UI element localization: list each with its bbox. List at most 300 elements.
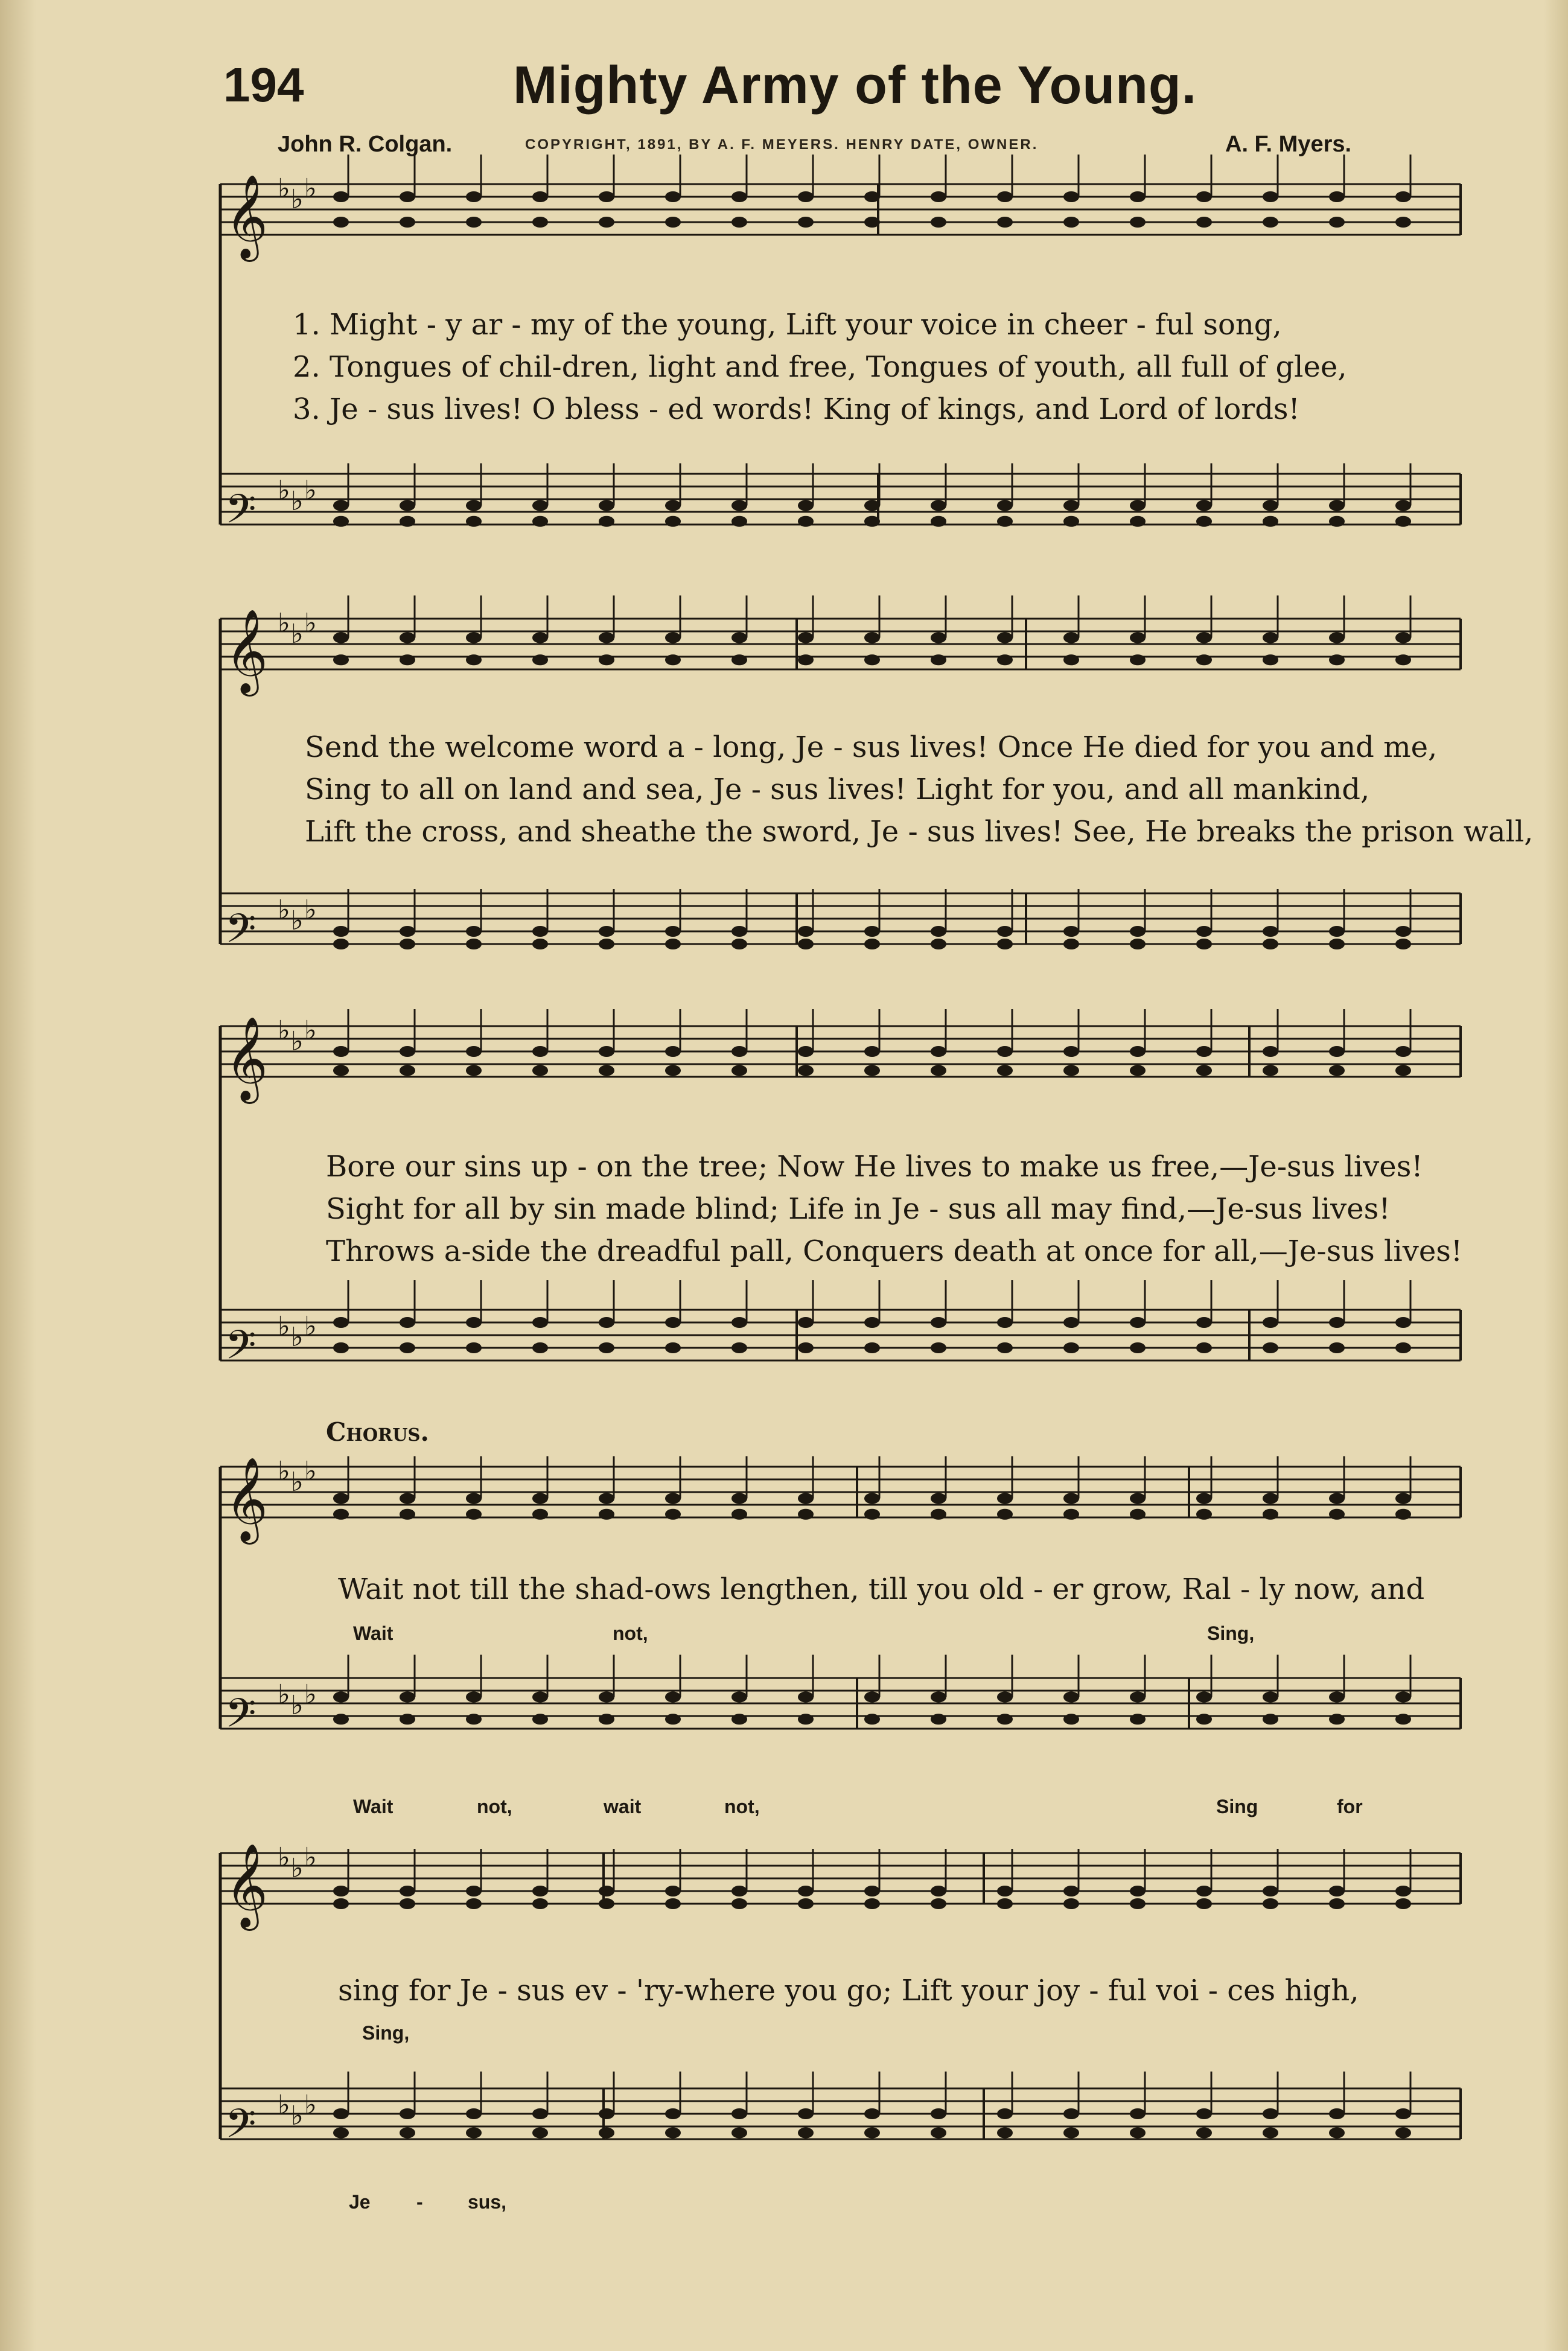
note-head — [532, 191, 548, 202]
note-head — [333, 654, 349, 665]
note-head — [798, 500, 814, 511]
note-head — [931, 1898, 946, 1909]
note-head — [1063, 1065, 1079, 1076]
note-head — [997, 191, 1013, 202]
note-head — [798, 939, 814, 949]
flat-icon: ♭ — [291, 1467, 304, 1498]
note-head — [798, 1886, 814, 1896]
note-head — [731, 1714, 747, 1724]
note-head — [400, 1317, 415, 1328]
flat-icon: ♭ — [278, 1456, 290, 1487]
chorus-bass-bottom-label-6: for — [1337, 1796, 1363, 1817]
note-head — [1395, 2128, 1411, 2139]
note-head — [466, 1317, 482, 1328]
note-head — [466, 500, 482, 511]
note-head — [1130, 1065, 1146, 1076]
bass-clef-icon: 𝄢 — [225, 486, 257, 542]
note-head — [1196, 1493, 1212, 1504]
note-head — [665, 939, 681, 949]
note-head — [532, 1046, 548, 1057]
treble-clef-icon: 𝄞 — [225, 609, 268, 693]
note-head — [532, 1509, 548, 1520]
flat-icon: ♭ — [304, 1842, 317, 1873]
note-head — [333, 217, 349, 228]
note-head — [400, 926, 415, 937]
note-head — [864, 1342, 880, 1353]
chorus-bass2-bottom-label-1: Je — [349, 2191, 371, 2213]
note-head — [997, 1493, 1013, 1504]
note-head — [466, 217, 482, 228]
flat-icon: ♭ — [291, 1690, 304, 1721]
note-head — [1196, 2108, 1212, 2119]
note-head — [599, 926, 614, 937]
flat-icon: ♭ — [304, 475, 317, 506]
note-head — [931, 1317, 946, 1328]
note-head — [798, 1692, 814, 1703]
flat-icon: ♭ — [304, 1015, 317, 1046]
note-head — [1196, 1046, 1212, 1057]
note-head — [1329, 1898, 1345, 1909]
note-head — [665, 1898, 681, 1909]
flat-icon: ♭ — [304, 608, 317, 639]
flat-icon: ♭ — [291, 184, 304, 215]
staff-7 — [220, 1456, 1461, 1545]
note-head — [798, 1898, 814, 1909]
note-head — [1196, 1509, 1212, 1520]
note-head — [1196, 654, 1212, 665]
note-head — [400, 1065, 415, 1076]
flat-icon: ♭ — [278, 173, 290, 204]
note-head — [532, 939, 548, 949]
note-head — [1263, 1692, 1278, 1703]
note-head — [1130, 2128, 1146, 2139]
note-head — [864, 500, 880, 511]
note-head — [864, 516, 880, 527]
note-head — [599, 1493, 614, 1504]
note-head — [333, 633, 349, 643]
note-head — [731, 939, 747, 949]
flat-icon: ♭ — [291, 1853, 304, 1884]
note-head — [931, 1493, 946, 1504]
note-head — [665, 1065, 681, 1076]
chorus-heading: Chorus. — [326, 1417, 430, 1447]
flat-icon: ♭ — [304, 1456, 317, 1487]
note-head — [798, 1509, 814, 1520]
note-head — [864, 1046, 880, 1057]
note-head — [599, 1317, 614, 1328]
note-head — [466, 633, 482, 643]
note-head — [997, 500, 1013, 511]
note-head — [400, 500, 415, 511]
note-head — [1329, 1714, 1345, 1724]
note-head — [1329, 1886, 1345, 1896]
note-head — [1263, 1317, 1278, 1328]
note-head — [1263, 516, 1278, 527]
note-head — [665, 191, 681, 202]
note-head — [1063, 939, 1079, 949]
note-head — [1263, 926, 1278, 937]
note-head — [1263, 1714, 1278, 1724]
note-head — [400, 1714, 415, 1724]
note-head — [931, 2108, 946, 2119]
note-head — [1395, 926, 1411, 937]
note-head — [400, 2108, 415, 2119]
note-head — [731, 2108, 747, 2119]
note-head — [1196, 516, 1212, 527]
chorus-bass-label-not: not, — [613, 1622, 648, 1644]
note-head — [1130, 1342, 1146, 1353]
flat-icon: ♭ — [304, 2090, 317, 2120]
note-head — [1196, 2128, 1212, 2139]
note-head — [864, 191, 880, 202]
note-head — [333, 1898, 349, 1909]
note-head — [400, 1898, 415, 1909]
note-head — [466, 1898, 482, 1909]
note-head — [931, 1065, 946, 1076]
note-head — [466, 939, 482, 949]
note-head — [798, 2128, 814, 2139]
note-head — [931, 654, 946, 665]
flat-icon: ♭ — [278, 1679, 290, 1710]
note-head — [864, 633, 880, 643]
note-head — [532, 633, 548, 643]
note-head — [1063, 516, 1079, 527]
note-head — [1263, 1493, 1278, 1504]
note-head — [532, 1493, 548, 1504]
note-head — [599, 1065, 614, 1076]
note-head — [532, 1342, 548, 1353]
note-head — [333, 191, 349, 202]
note-head — [1263, 654, 1278, 665]
treble-clef-icon: 𝄞 — [225, 1016, 268, 1100]
note-head — [997, 2108, 1013, 2119]
note-head — [798, 2108, 814, 2119]
note-head — [731, 1342, 747, 1353]
note-head — [731, 1509, 747, 1520]
note-head — [798, 516, 814, 527]
note-head — [466, 2108, 482, 2119]
note-head — [599, 500, 614, 511]
note-head — [931, 926, 946, 937]
note-head — [1196, 1692, 1212, 1703]
staff-3 — [220, 596, 1461, 697]
note-head — [931, 939, 946, 949]
chorus-bass2-bottom-label-3: sus, — [468, 2191, 507, 2213]
note-head — [400, 1886, 415, 1896]
note-head — [931, 633, 946, 643]
note-head — [1395, 1714, 1411, 1724]
note-head — [599, 1342, 614, 1353]
note-head — [931, 1342, 946, 1353]
flat-icon: ♭ — [278, 608, 290, 639]
note-head — [532, 217, 548, 228]
verse-line-3-3: Throws a-side the dreadful pall, Conquers death at once for all,—Je-sus lives! — [326, 1234, 1463, 1268]
note-head — [731, 516, 747, 527]
note-head — [333, 500, 349, 511]
note-head — [665, 2128, 681, 2139]
note-head — [1329, 191, 1345, 202]
note-head — [532, 1692, 548, 1703]
staff-2 — [220, 464, 1461, 543]
note-head — [1395, 1692, 1411, 1703]
note-head — [997, 654, 1013, 665]
note-head — [599, 2108, 614, 2119]
note-head — [864, 1898, 880, 1909]
note-head — [1329, 654, 1345, 665]
note-head — [599, 1886, 614, 1896]
note-head — [466, 1065, 482, 1076]
note-head — [931, 1714, 946, 1724]
bass-clef-icon: 𝄢 — [225, 2101, 257, 2157]
note-head — [731, 1898, 747, 1909]
note-head — [864, 1692, 880, 1703]
note-head — [1063, 1046, 1079, 1057]
note-head — [1196, 1714, 1212, 1724]
note-head — [1196, 500, 1212, 511]
note-head — [1263, 1065, 1278, 1076]
note-head — [1263, 500, 1278, 511]
note-head — [731, 2128, 747, 2139]
note-head — [997, 217, 1013, 228]
note-head — [1395, 1065, 1411, 1076]
note-head — [1395, 1898, 1411, 1909]
note-head — [1196, 1065, 1212, 1076]
note-head — [1063, 633, 1079, 643]
note-head — [1263, 2108, 1278, 2119]
note-head — [1329, 1065, 1345, 1076]
note-head — [599, 633, 614, 643]
note-head — [665, 1886, 681, 1896]
note-head — [333, 1065, 349, 1076]
note-head — [1196, 1898, 1212, 1909]
chorus-bass-bottom-label-2: not, — [477, 1796, 512, 1817]
note-head — [1130, 1046, 1146, 1057]
note-head — [798, 1065, 814, 1076]
note-head — [466, 1342, 482, 1353]
note-head — [1063, 926, 1079, 937]
note-head — [1130, 1714, 1146, 1724]
note-head — [532, 516, 548, 527]
verse-line-1-2: 2. Tongues of chil-dren, light and free, Tongues of youth, all full of glee, — [293, 350, 1347, 384]
note-head — [931, 1692, 946, 1703]
note-head — [1130, 939, 1146, 949]
note-head — [665, 1317, 681, 1328]
note-head — [333, 1317, 349, 1328]
note-head — [1395, 939, 1411, 949]
note-head — [333, 1509, 349, 1520]
verse-line-3-1: Bore our sins up - on the tree; Now He lives to make us free,—Je-sus lives! — [326, 1150, 1423, 1184]
flat-icon: ♭ — [278, 1311, 290, 1342]
note-head — [864, 939, 880, 949]
note-head — [333, 2108, 349, 2119]
note-head — [400, 633, 415, 643]
note-head — [864, 1493, 880, 1504]
note-head — [333, 1692, 349, 1703]
note-head — [599, 217, 614, 228]
note-head — [1063, 1342, 1079, 1353]
flat-icon: ♭ — [291, 1322, 304, 1353]
note-head — [997, 939, 1013, 949]
note-head — [333, 1046, 349, 1057]
note-head — [400, 1493, 415, 1504]
note-head — [1063, 191, 1079, 202]
note-head — [400, 2128, 415, 2139]
note-head — [1130, 191, 1146, 202]
note-head — [731, 633, 747, 643]
note-head — [997, 1317, 1013, 1328]
note-head — [798, 191, 814, 202]
note-head — [798, 217, 814, 228]
note-head — [731, 1493, 747, 1504]
note-head — [532, 500, 548, 511]
flat-icon: ♭ — [291, 486, 304, 517]
note-head — [1196, 191, 1212, 202]
note-head — [997, 1046, 1013, 1057]
note-head — [1063, 2108, 1079, 2119]
note-head — [1329, 2108, 1345, 2119]
note-head — [1329, 516, 1345, 527]
note-head — [1329, 500, 1345, 511]
note-head — [1263, 1886, 1278, 1896]
note-head — [864, 1714, 880, 1724]
note-head — [731, 654, 747, 665]
note-head — [864, 1509, 880, 1520]
staff-5 — [220, 1009, 1461, 1104]
note-head — [1329, 926, 1345, 937]
note-head — [1130, 1898, 1146, 1909]
note-head — [1329, 1509, 1345, 1520]
note-head — [1196, 217, 1212, 228]
note-head — [400, 1509, 415, 1520]
note-head — [1395, 1493, 1411, 1504]
note-head — [599, 1898, 614, 1909]
note-head — [665, 2108, 681, 2119]
note-head — [731, 1692, 747, 1703]
note-head — [997, 2128, 1013, 2139]
note-head — [1395, 654, 1411, 665]
note-head — [1395, 1886, 1411, 1896]
chorus-lyric-line-1: Wait not till the shad-ows lengthen, till you old - er grow, Ral - ly now, and — [338, 1572, 1425, 1606]
note-head — [665, 1692, 681, 1703]
note-head — [731, 217, 747, 228]
flat-icon: ♭ — [291, 619, 304, 649]
note-head — [1395, 1509, 1411, 1520]
treble-clef-icon: 𝄞 — [225, 1843, 268, 1927]
staff-9 — [220, 1842, 1461, 1931]
note-head — [1063, 1886, 1079, 1896]
note-head — [1329, 1046, 1345, 1057]
note-head — [1329, 939, 1345, 949]
note-head — [1263, 217, 1278, 228]
note-head — [466, 1509, 482, 1520]
note-head — [466, 1692, 482, 1703]
chorus-bass2-label-sing: Sing, — [362, 2022, 410, 2044]
note-head — [1130, 1886, 1146, 1896]
copyright-notice: COPYRIGHT, 1891, BY A. F. MEYERS. HENRY DATE, OWNER. — [525, 136, 1039, 153]
note-head — [466, 1886, 482, 1896]
note-head — [1063, 217, 1079, 228]
note-head — [997, 1692, 1013, 1703]
note-head — [1263, 1342, 1278, 1353]
note-head — [1063, 2128, 1079, 2139]
staff-6 — [220, 1280, 1461, 1378]
note-head — [532, 654, 548, 665]
note-head — [1329, 1317, 1345, 1328]
staff-1 — [220, 155, 1461, 262]
verse-line-2-1: Send the welcome word a - long, Je - sus lives! Once He died for you and me, — [305, 730, 1438, 764]
note-head — [1196, 939, 1212, 949]
note-head — [400, 516, 415, 527]
note-head — [1063, 500, 1079, 511]
note-head — [864, 2128, 880, 2139]
note-head — [864, 1317, 880, 1328]
note-head — [731, 1317, 747, 1328]
hymn-title: Mighty Army of the Young. — [513, 55, 1197, 115]
note-head — [731, 191, 747, 202]
note-head — [400, 654, 415, 665]
note-head — [1329, 1342, 1345, 1353]
note-head — [864, 217, 880, 228]
note-head — [798, 1342, 814, 1353]
note-head — [665, 633, 681, 643]
note-head — [466, 1046, 482, 1057]
verse-line-1-1: 1. Might - y ar - my of the young, Lift your voice in cheer - ful song, — [293, 308, 1282, 342]
note-head — [1196, 1317, 1212, 1328]
note-head — [731, 926, 747, 937]
note-head — [1263, 191, 1278, 202]
note-head — [731, 500, 747, 511]
treble-clef-icon: 𝄞 — [225, 1457, 268, 1541]
note-head — [1395, 217, 1411, 228]
note-head — [798, 1317, 814, 1328]
note-head — [798, 1046, 814, 1057]
note-head — [599, 1046, 614, 1057]
note-head — [1130, 1509, 1146, 1520]
note-head — [864, 654, 880, 665]
note-head — [997, 926, 1013, 937]
chorus-bass-bottom-label-4: not, — [724, 1796, 760, 1817]
note-head — [466, 1714, 482, 1724]
note-head — [1063, 654, 1079, 665]
note-head — [665, 1046, 681, 1057]
note-head — [931, 191, 946, 202]
note-head — [1329, 633, 1345, 643]
note-head — [665, 654, 681, 665]
staff-4 — [220, 889, 1461, 962]
note-head — [466, 926, 482, 937]
note-head — [333, 2128, 349, 2139]
note-head — [1130, 633, 1146, 643]
staff-8 — [220, 1655, 1461, 1747]
note-head — [931, 1509, 946, 1520]
note-head — [1130, 516, 1146, 527]
note-head — [997, 1065, 1013, 1076]
note-head — [997, 1342, 1013, 1353]
note-head — [731, 1065, 747, 1076]
bass-clef-icon: 𝄢 — [225, 1690, 257, 1746]
note-head — [466, 654, 482, 665]
note-head — [931, 1886, 946, 1896]
bass-clef-icon: 𝄢 — [225, 1322, 257, 1378]
flat-icon: ♭ — [304, 173, 317, 204]
note-head — [798, 654, 814, 665]
note-head — [1063, 1714, 1079, 1724]
note-head — [1263, 2128, 1278, 2139]
lyricist-credit: John R. Colgan. — [278, 132, 453, 157]
note-head — [1395, 191, 1411, 202]
note-head — [599, 1714, 614, 1724]
note-head — [599, 939, 614, 949]
